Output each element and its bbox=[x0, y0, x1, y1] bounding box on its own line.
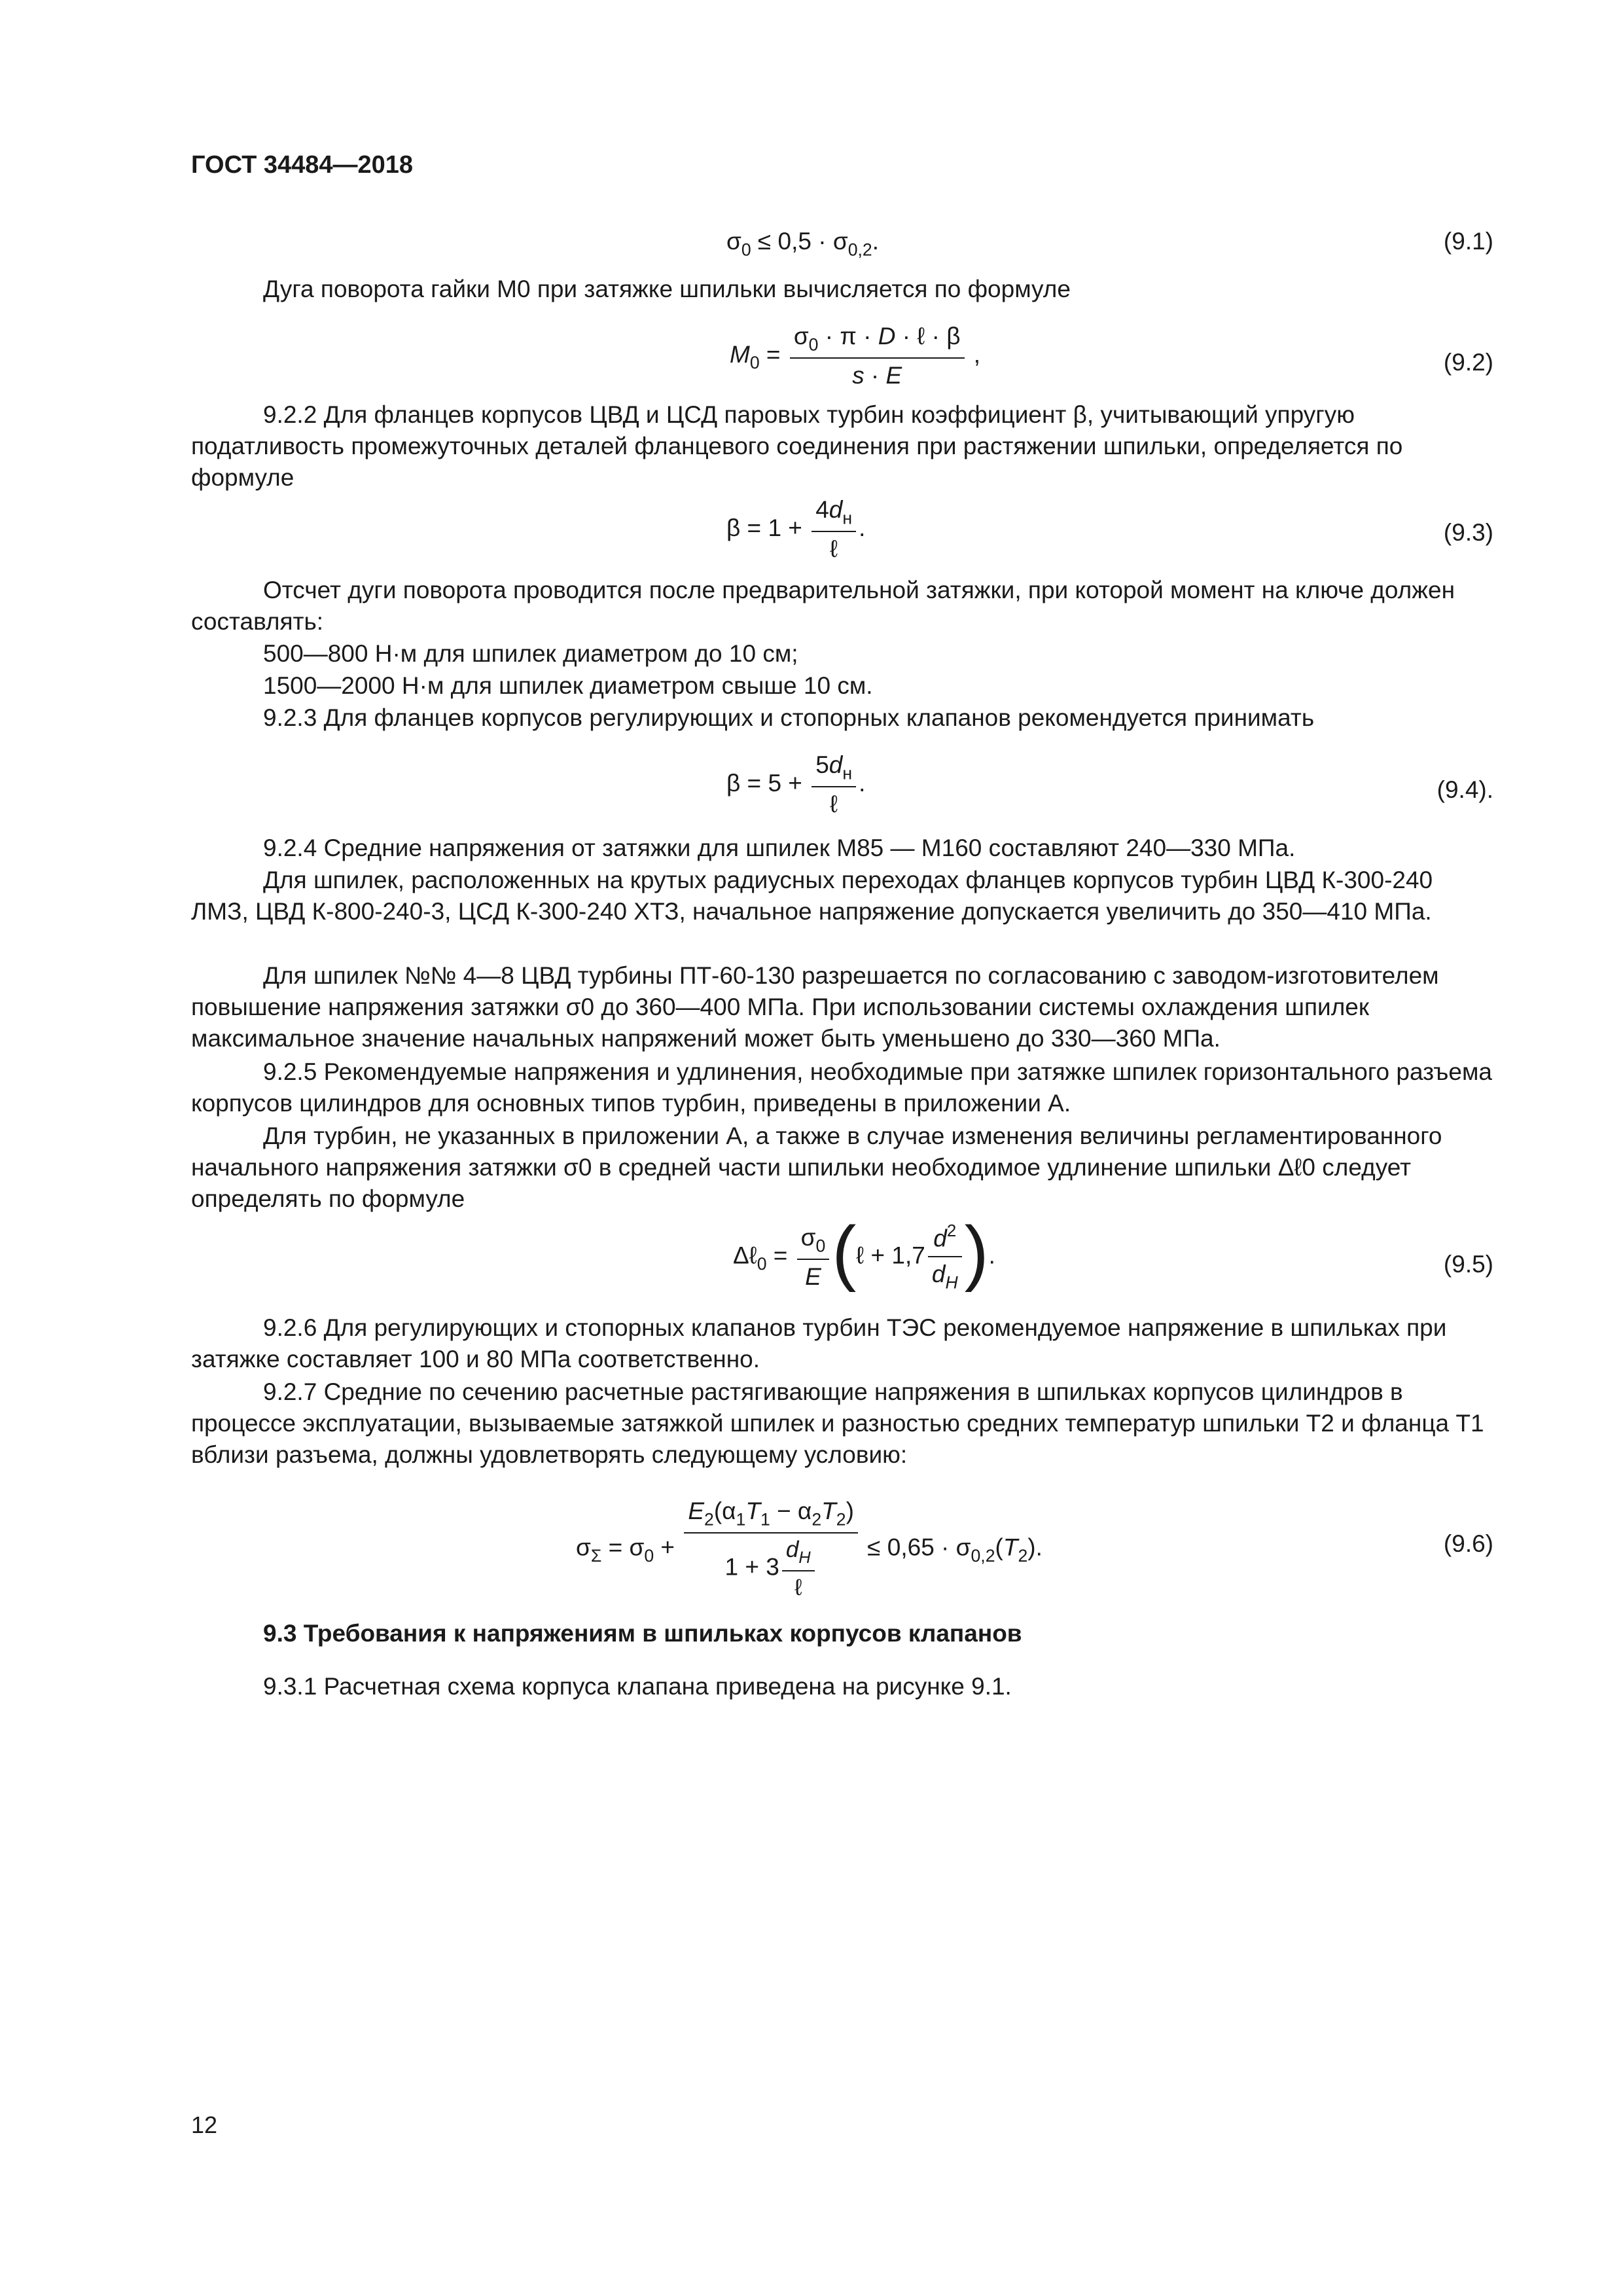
paragraph-nn-text: Для шпилек №№ 4—8 ЦВД турбины ПТ-60-130 разрешается по согласованию с заводом-изготовителем повышение напряжения затяжки σ0 до 360—400 МПа. При использовании системы охлаждения шпилек максимальное значение начальных напряжений может быть уменьшено до 330—360 МПа. bbox=[191, 962, 1439, 1052]
paragraph-9-2-5 bbox=[191, 1056, 1493, 1119]
paragraph-1500-text: 1500—2000 Н·м для шпилек диаметром свыше 10 см. bbox=[263, 672, 873, 699]
page-number: 12 bbox=[191, 2111, 218, 2138]
paragraph-500-text: 500—800 Н·м для шпилек диаметром до 10 см; bbox=[263, 640, 798, 667]
paragraph-9-2-2-text: 9.2.2 Для фланцев корпусов ЦВД и ЦСД паровых турбин коэффициент β, учитывающий упругую податливость промежуточных деталей фланцевого соединения при растяжении шпильки, определяется по формуле bbox=[191, 401, 1403, 492]
fraction: $\frac{\sigma_0 \cdot \pi \cdot D \cdot \ell \cdot \beta}{s \cdot E}$ bbox=[790, 321, 965, 391]
eq-number-9-2: (9.2) bbox=[1443, 349, 1493, 376]
fraction: $\frac{5d_н}{\text{ℓ}}$ bbox=[812, 749, 856, 820]
paragraph-1500 bbox=[191, 670, 1493, 702]
formula-9-4: β = 5 + $\frac{5d_н}{\text{ℓ}}$ . bbox=[726, 749, 865, 820]
paragraph-9-2-2 bbox=[191, 399, 1493, 493]
formula-9-2: $M_0$ = $\frac{\sigma_0 \cdot \pi \cdot D \cdot \ell \cdot \beta}{s \cdot E}$ , bbox=[730, 321, 980, 391]
fraction: $E_2(\alpha_1T_1 - \alpha_2T_2)$ 1 + 3 $\frac{d_H}{\text{ℓ}}$ bbox=[684, 1496, 858, 1602]
document-header: ГОСТ 34484—2018 bbox=[191, 151, 414, 179]
paragraph-9-2-6-text: 9.2.6 Для регулирующих и стопорных клапанов турбин ТЭС рекомендуемое напряжение в шпильках при затяжке составляет 100 и 80 МПа соответственно. bbox=[191, 1314, 1447, 1373]
section-heading-9-3-text: 9.3 Требования к напряжениям в шпильках корпусов клапанов bbox=[263, 1620, 1022, 1647]
paragraph-9-2-3 bbox=[191, 702, 1493, 734]
paragraph-9-2-7 bbox=[191, 1376, 1493, 1471]
fraction: $\frac{4d_н}{\text{ℓ}}$ bbox=[812, 494, 856, 565]
paragraph-krut-text: Для шпилек, расположенных на крутых радиусных переходах фланцев корпусов турбин ЦВД К-300-240 ЛМЗ, ЦВД К-800-240-3, ЦСД К-300-240 ХТЗ, начальное напряжение допускается увеличить до 350—410 МПа. bbox=[191, 867, 1433, 925]
paragraph-arc-text: Дуга поворота гайки M0 при затяжке шпильки вычисляется по формуле bbox=[263, 276, 1071, 302]
paragraph-nn bbox=[191, 960, 1493, 1054]
paragraph-9-2-6 bbox=[191, 1312, 1493, 1375]
eq-number-9-5: (9.5) bbox=[1443, 1251, 1493, 1278]
eq-number-9-4: (9.4). bbox=[1436, 776, 1493, 803]
paragraph-turb bbox=[191, 1121, 1493, 1215]
eq-number-9-3: (9.3) bbox=[1443, 519, 1493, 546]
fraction: $\frac{\sigma_0}{E}$ bbox=[797, 1222, 830, 1293]
paragraph-9-2-4-text: 9.2.4 Средние напряжения от затяжки для шпилек М85 — М160 составляют 240—330 МПа. bbox=[263, 834, 1296, 861]
paragraph-9-3-1 bbox=[191, 1671, 1493, 1702]
paragraph-9-2-7-text: 9.2.7 Средние по сечению расчетные растягивающие напряжения в шпильках корпусов цилиндров в процессе эксплуатации, вызываемые затяжкой шпилек и разностью средних температур шпильки T2 и фланца T1 вблизи разъема, должны удовлетворять следующему условию: bbox=[191, 1378, 1484, 1469]
paragraph-krut bbox=[191, 865, 1493, 927]
paragraph-9-2-4 bbox=[191, 833, 1493, 864]
eq-number-9-1: (9.1) bbox=[1443, 228, 1493, 255]
section-heading-9-3 bbox=[191, 1618, 1493, 1649]
formula-9-3: β = 1 + $\frac{4d_н}{\text{ℓ}}$ . bbox=[726, 494, 865, 565]
eq-number-9-6: (9.6) bbox=[1443, 1530, 1493, 1557]
paragraph-9-3-1-text: 9.3.1 Расчетная схема корпуса клапана приведена на рисунке 9.1. bbox=[263, 1673, 1012, 1700]
formula-9-6: $\sigma_\Sigma = \sigma_0$ + $E_2(\alpha_1T_1 - \alpha_2T_2)$ 1 + 3 $\frac{d_H}{\text{ℓ}}$ ≤ $0,65 \cdot \sigma_{0,2}(T_2)$. bbox=[576, 1496, 1043, 1602]
formula-9-5: Δℓ$_0$ = $\frac{\sigma_0}{E}$ (ℓ + 1,7 $\frac{d^2}{d_H}$ ). bbox=[733, 1221, 995, 1294]
paragraph-9-2-3-text: 9.2.3 Для фланцев корпусов регулирующих и стопорных клапанов рекомендуется принимать bbox=[263, 704, 1315, 731]
paragraph-500 bbox=[191, 638, 1493, 670]
fraction: $\frac{d^2}{d_H}$ bbox=[928, 1221, 962, 1294]
formula-9-1: $\sigma_0 \le 0,5 \cdot \sigma_{0,2}$. bbox=[726, 228, 879, 260]
paragraph-9-2-5-text: 9.2.5 Рекомендуемые напряжения и удлинения, необходимые при затяжке шпилек горизонтального разъема корпусов цилиндров для основных типов турбин, приведены в приложении А. bbox=[191, 1058, 1492, 1117]
paragraph-turb-text: Для турбин, не указанных в приложении А, а также в случае изменения величины регламентированного начального напряжения затяжки σ0 в средней части шпильки необходимое удлинение шпильки Δℓ0 следует определять по формуле bbox=[191, 1122, 1442, 1213]
paragraph-otschet bbox=[191, 575, 1493, 637]
paragraph-arc bbox=[191, 274, 1493, 305]
paragraph-otschet-text: Отсчет дуги поворота проводится после предварительной затяжки, при которой момент на ключе должен составлять: bbox=[191, 577, 1455, 636]
